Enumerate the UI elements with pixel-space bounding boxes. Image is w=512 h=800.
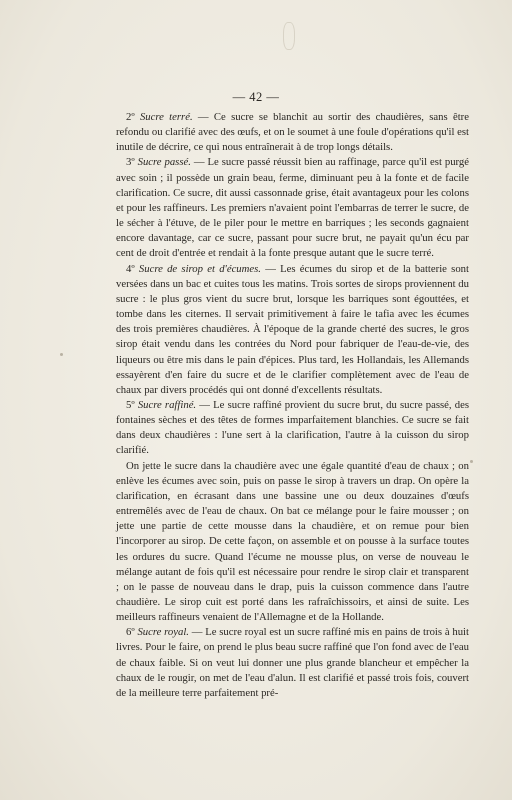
section-number: 6º bbox=[126, 626, 138, 639]
section-title: Sucre royal. bbox=[137, 626, 189, 639]
section-number: 4º bbox=[126, 262, 139, 275]
section-body: — Le sucre passé réussit bien au raffinage, parce qu'il est purgé avec soin ; il possède un grain beau, ferme, diminuant peu à la fonte et de facile clarification. Ce sucre, dit aussi cassonnade grise, était avantageux pour les colons et pour les raffineurs. Les premiers n'avaient point l'embarras de terrer le sucre, de le sécher à l'étuve, de le piler pour le mettre en barriques ; les seconds gagnaient encore davantage, car ce sucre, passant pour sucre brut, ne payait qu'un écu par cent de droit d'entrée et rendait à la fonte presque autant que le sucre terré. bbox=[116, 156, 470, 260]
paragraph-sucre-sirop bbox=[116, 262, 469, 398]
paragraph-sucre-raffine bbox=[116, 398, 469, 459]
paragraph-sucre-terre bbox=[116, 110, 469, 155]
section-title: Sucre terré. bbox=[139, 111, 193, 123]
page-number: — 42 — bbox=[232, 90, 280, 104]
section-body: — Le sucre royal est un sucre raffiné mis en pains de trois à huit livres. Pour le faire, on prend le plus beau sucre raffiné que l'on fond avec de l'eau de chaux faible. Si on veut lui donner une plus grande blancheur et empêcher la chaux de le rougir, on met de l'eau d'alun. Il est clarifié et passé trois fois, couvert de la meilleure terre parfaitement pré- bbox=[116, 626, 469, 699]
section-number: 3º bbox=[126, 156, 138, 169]
section-number: 2º bbox=[126, 111, 140, 123]
margin-speck bbox=[470, 460, 473, 463]
section-body: — Le sucre raffiné provient du sucre brut, du sucre passé, des fontaines sèches et des têtes de formes imparfaitement blanchies. Ce sucre se fait dans deux chaudières : l'une sert à la clarification, l'autre à la cuisson du sirop clarifié. bbox=[116, 398, 469, 457]
section-body: On jette le sucre dans la chaudière avec une égale quantité d'eau de chaux ; on enlève les écumes avec soin, puis on passe le sirop à travers un drap. On opère la clarification, en écrasant dans une bassine une ou deux douzaines d'œufs entremêlés avec de l'eau de chaux. On bat ce mélange pour le faire mousser ; on jette une partie de cette mousse dans la chaudière, et on remue pour bien l'incorporer au sirop. De cette façon, on assemble et on pousse à la surface toutes les ordures du sucre. Quand l'écume ne mousse plus, on verse de nouveau le mélange autant de fois qu'il est nécessaire pour rendre le sirop clair et transparent ; on le passe de nouveau dans le drap, puis la cuisson commence dans l'autre chaudière. Le sirop cuit est porté dans les rafraîchissoirs, et ainsi de suite. Les meilleurs raffineurs venaient de l'Allemagne et de la Hollande. bbox=[116, 459, 469, 624]
section-body: — Ce sucre se blanchit au sortir des chaudières, sans être refondu ou clarifié avec des œufs, et on le soumet à une foule d'opérations qu'il est inutile de décrire, ce qui nous entraînerait à de trop longs détails. bbox=[116, 111, 469, 154]
section-title: Sucre raffiné. bbox=[137, 398, 197, 411]
paper-mark bbox=[283, 22, 295, 50]
paragraph-clarification bbox=[116, 459, 469, 626]
section-number: 5º bbox=[126, 398, 138, 411]
section-body: — Les écumes du sirop et de la batterie sont versées dans un bac et cuites tous les matins. Trois sortes de sirops proviennent du sucre : le plus gros vient du sucre brut, lorsque les barriques sont égouttées, et tombe dans les citernes. Il servait primitivement à faire le tafia avec les écumes des trois premières chaudières. À l'époque de la grande cherté des sucres, le gros sirop était vendu dans les contrées du Nord pour fabriquer de l'eau-de-vie, des liqueurs ou être mis dans le pain d'épices. Plus tard, les Hollandais, les Allemands essayèrent d'en faire du sucre et de le clarifier complètement avec de l'eau de chaux par divers procédés qui ont donné d'excellents résultats. bbox=[116, 262, 469, 396]
paragraph-sucre-passe bbox=[116, 155, 469, 261]
section-title: Sucre passé. bbox=[137, 156, 191, 169]
margin-speck bbox=[60, 353, 63, 356]
paragraph-sucre-royal bbox=[116, 625, 469, 701]
body-text bbox=[116, 110, 469, 701]
section-title: Sucre de sirop et d'écumes. bbox=[138, 262, 261, 275]
